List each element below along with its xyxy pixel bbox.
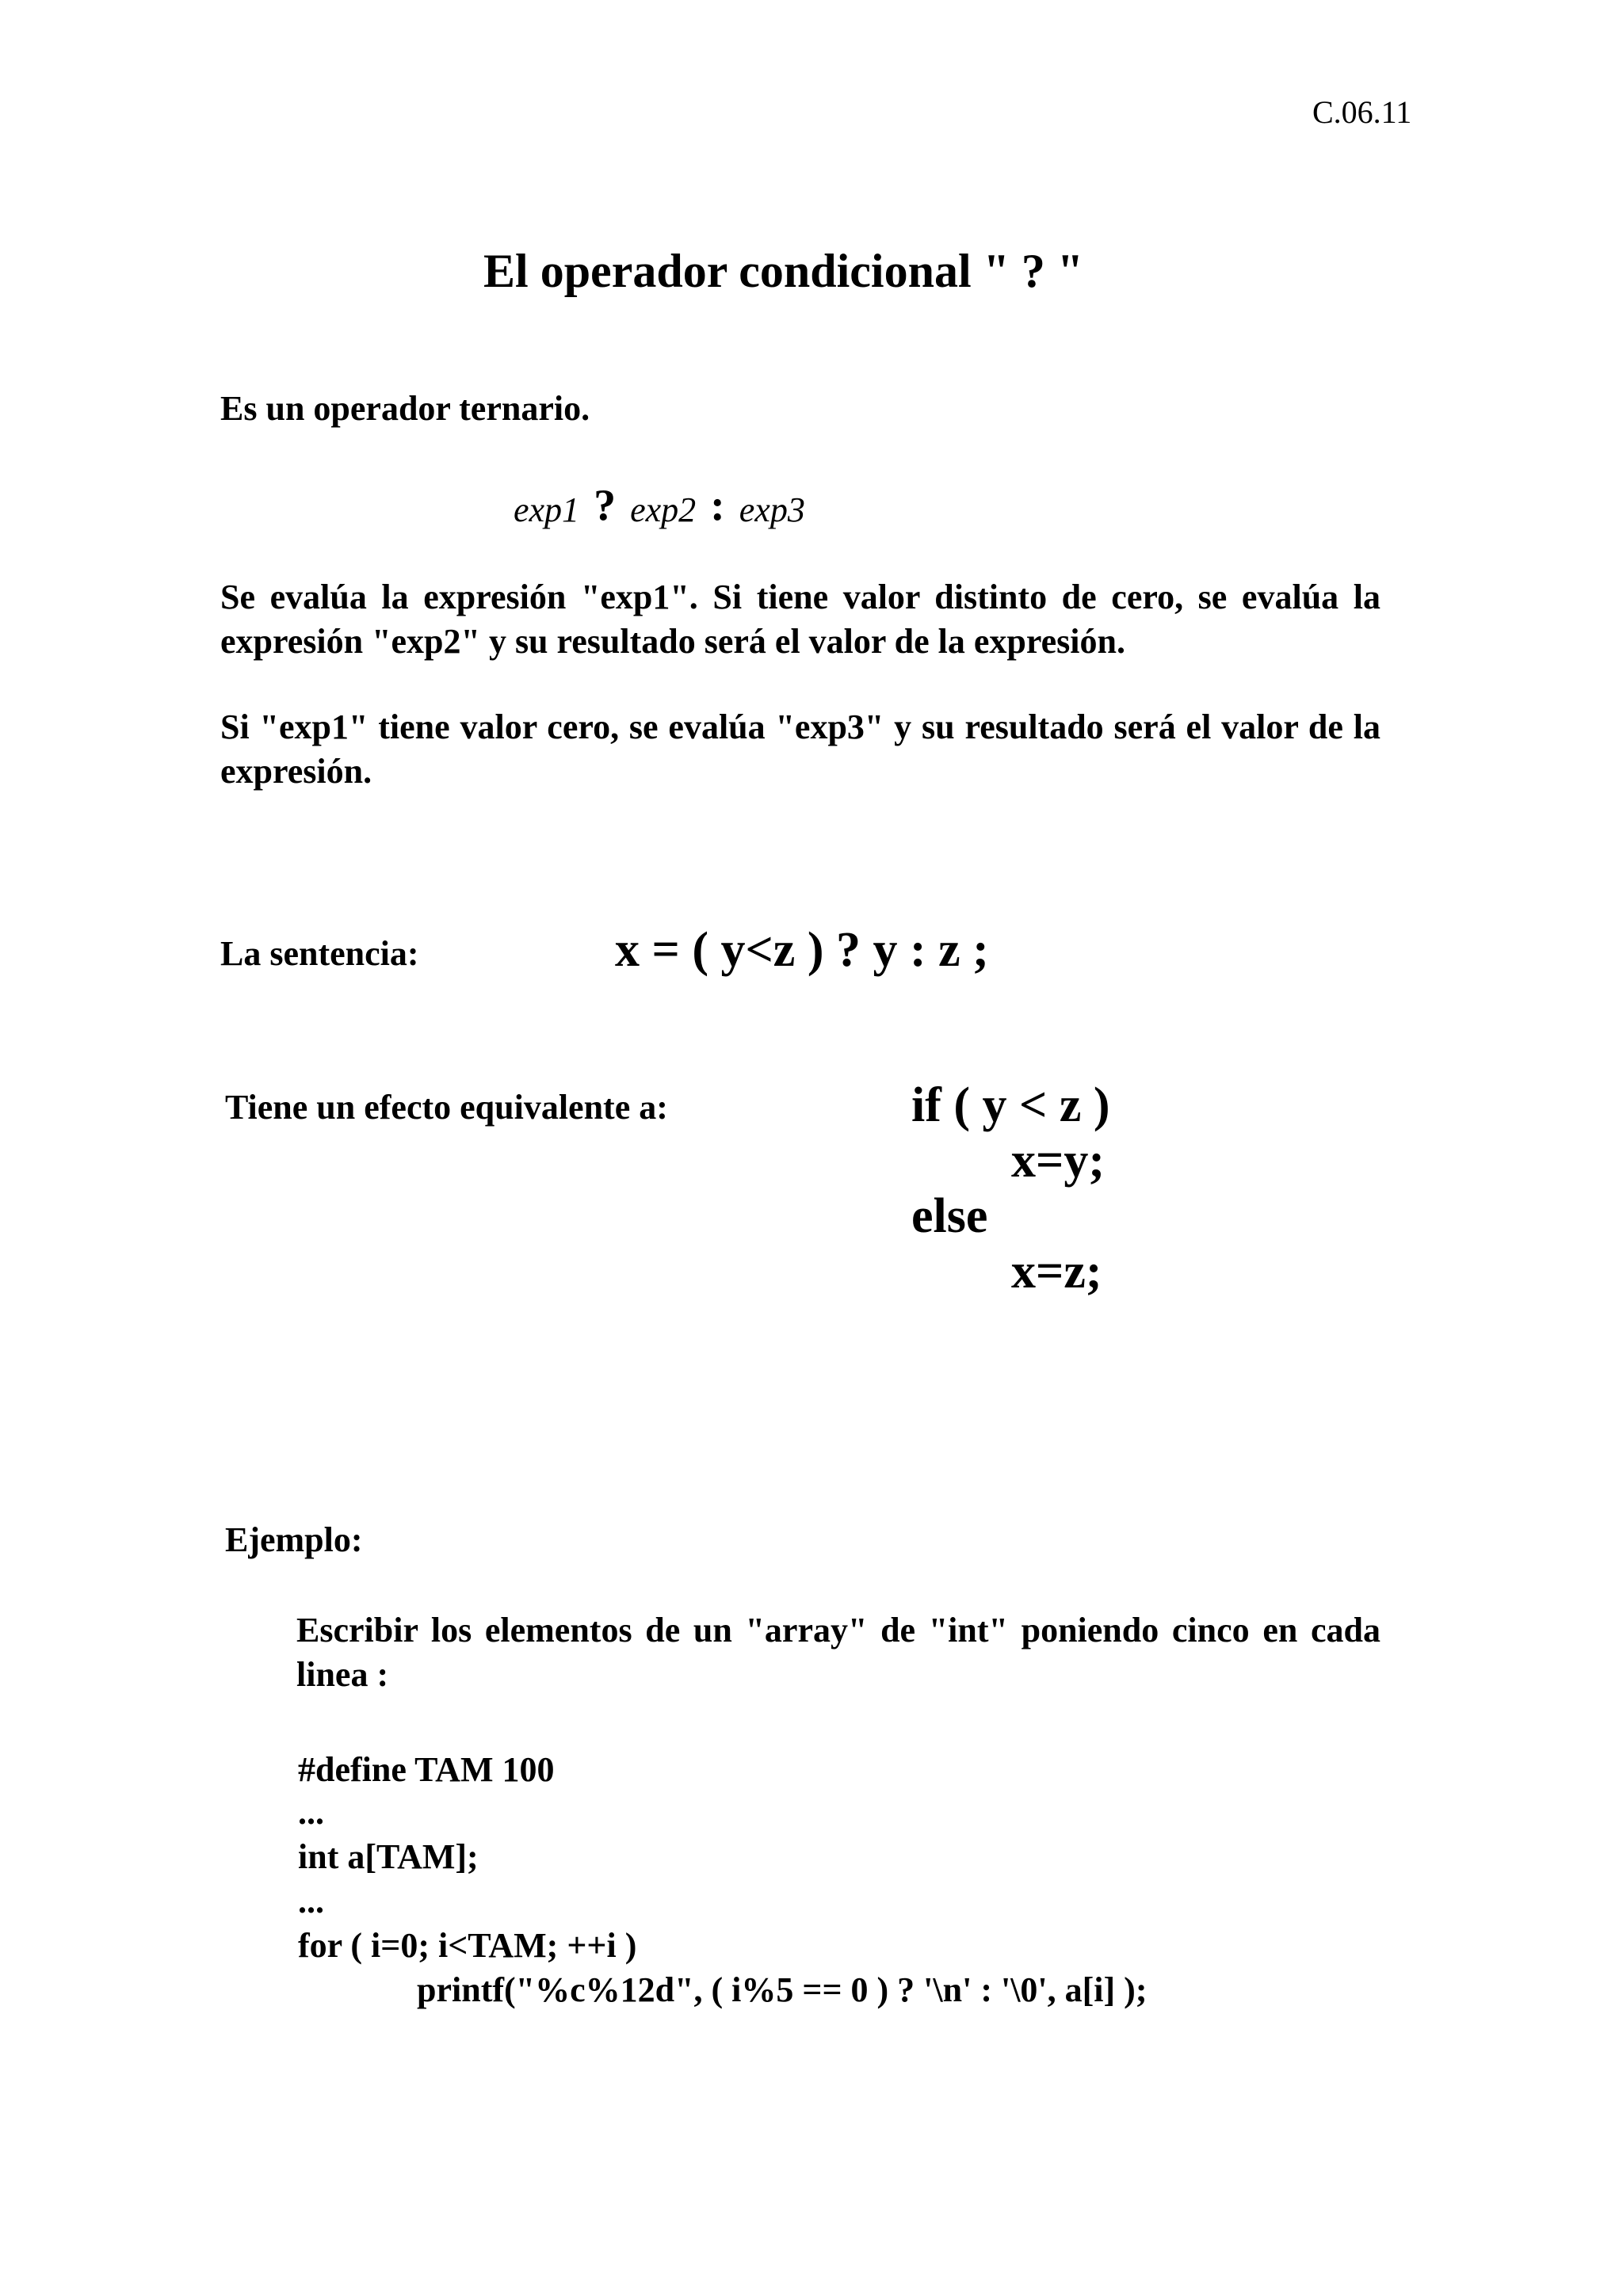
equivalent-label: Tiene un efecto equivalente a: (225, 1088, 668, 1127)
intro-text: Es un operador ternario. (220, 389, 590, 428)
sentencia-label: La sentencia: (220, 934, 419, 973)
syntax-question-operator: ? (594, 481, 617, 530)
code-line: printf("%c%12d", ( i%5 == 0 ) ? '\n' : '\0', a[i] ); (417, 1970, 1148, 2009)
example-description: Escribir los elementos de un "array" de "int" poniendo cinco en cada linea : (296, 1611, 1381, 1694)
if-code-line: x=z; (1011, 1245, 1102, 1299)
syntax-colon-operator: : (710, 481, 725, 530)
syntax-exp2: exp2 (630, 490, 697, 529)
paragraph-exp1-nonzero: Se evalúa la expresión "exp1". Si tiene valor distinto de cero, se evalúa la expresión "exp2" y su resultado será el valor de la expresión. (220, 578, 1381, 661)
page-code: C.06.11 (1312, 94, 1412, 130)
paragraph-exp1-zero: Si "exp1" tiene valor cero, se evalúa "exp3" y su resultado será el valor de la expresión. (220, 707, 1381, 791)
code-line: ... (298, 1882, 324, 1920)
syntax-exp1: exp1 (514, 490, 580, 529)
sentencia-code: x = ( y<z ) ? y : z ; (615, 923, 989, 977)
page-title: El operador condicional " ? " (483, 245, 1084, 297)
if-code-line: if ( y < z ) (911, 1078, 1110, 1132)
if-code-line: else (911, 1189, 988, 1243)
if-code-line: x=y; (1011, 1134, 1105, 1188)
code-line: for ( i=0; i<TAM; ++i ) (298, 1926, 637, 1965)
syntax-line (514, 482, 805, 532)
code-line: ... (298, 1793, 324, 1832)
code-line: #define TAM 100 (298, 1750, 555, 1789)
syntax-exp3: exp3 (739, 490, 805, 529)
example-label: Ejemplo: (225, 1520, 363, 1559)
code-line: int a[TAM]; (298, 1837, 479, 1876)
